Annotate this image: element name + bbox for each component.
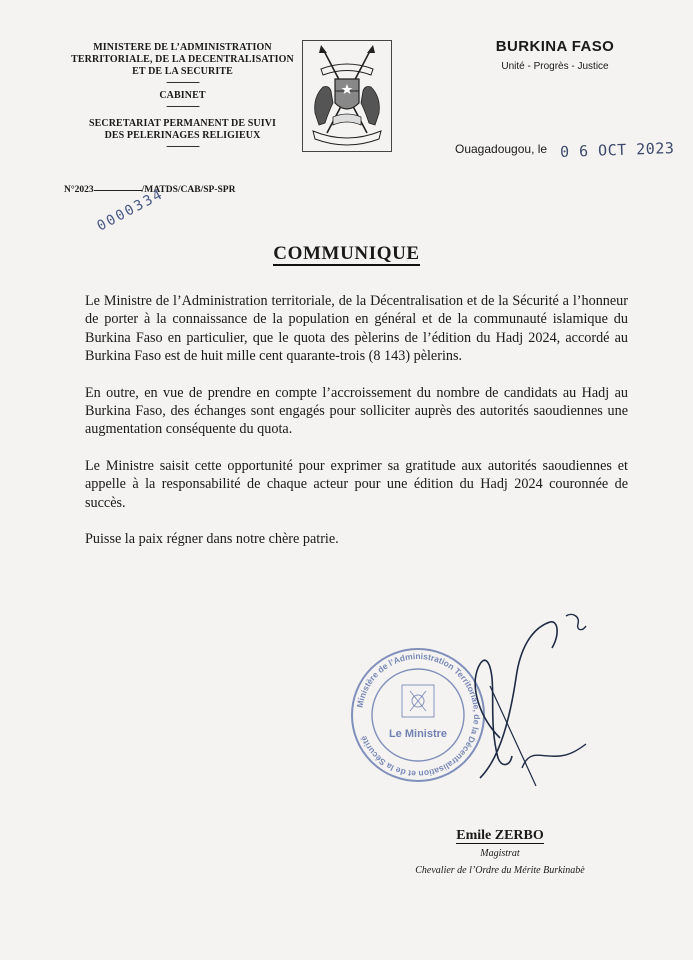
secretariat-line-2: DES PELERINAGES RELIGIEUX	[104, 130, 261, 141]
country-header	[480, 38, 630, 72]
communique-body	[85, 292, 628, 566]
cabinet-label: CABINET	[159, 90, 206, 101]
seal-ring-text: Ministère de l’Administration Territoriale, de la Décentralisation et de la Sécurité	[354, 650, 483, 780]
ministry-header	[60, 42, 305, 152]
separator-2: --------------	[166, 101, 199, 112]
handwritten-signature	[440, 608, 600, 793]
coat-of-arms-icon	[302, 40, 392, 152]
secretariat-line-1: SECRETARIAT PERMANENT DE SUIVI	[88, 118, 277, 129]
title-text: COMMUNIQUE	[273, 243, 420, 264]
document-title	[0, 243, 693, 265]
signatory-name: Emile ZERBO	[456, 828, 544, 843]
paragraph-3: Le Ministre saisit cette opportunité pour exprimer sa gratitude aux autorités saoudiennes et appelle à la responsabilité de chaque acteur pour une édition du Hadj 2024 couronnée de succès.	[85, 457, 628, 511]
paragraph-4: Puisse la paix régner dans notre chère patrie.	[85, 531, 339, 548]
country-name: BURKINA FASO	[495, 38, 615, 55]
signatory-role: Magistrat	[480, 848, 520, 859]
separator-3: --------------	[166, 141, 199, 152]
paragraph-2: En outre, en vue de prendre en compte l’accroissement du nombre de candidats au Hadj au Burkina Faso, des échanges sont engagés pour solliciter auprès des autorités saoudiennes une augmentation conséquente du quota.	[85, 384, 628, 438]
paragraph-1: Le Ministre de l’Administration territoriale, de la Décentralisation et de la Sécurité a l’honneur de porter à la connaissance de la population en général et de la communauté islamique du Burkina Faso en particulier, que le quota des pèlerins de l’édition du Hadj 2024, accordé au Burkina Faso est de huit mille cent quarante-trois (8 143) pèlerins.	[85, 293, 628, 365]
signatory-block	[390, 826, 610, 876]
ministry-line-1: MINISTERE DE L’ADMINISTRATION	[93, 42, 272, 53]
seal-center-text: Le Ministre	[388, 728, 448, 740]
stamped-reference-number: 0000334	[94, 186, 167, 235]
signatory-honor: Chevalier de l’Ordre du Mérite Burkinabè	[415, 865, 585, 876]
national-motto: Unité - Progrès - Justice	[501, 61, 609, 72]
separator-1: --------------	[166, 77, 199, 88]
ministry-line-2: TERRITORIALE, DE LA DECENTRALISATION	[71, 54, 294, 65]
date-stamp: 0 6 OCT 2023	[559, 139, 675, 161]
ministry-line-3: ET DE LA SECURITE	[132, 66, 233, 77]
place-label: Ouagadougou, le	[455, 142, 548, 156]
reference-suffix: /MATDS/CAB/SP-SPR	[141, 185, 236, 195]
reference-prefix: N°2023	[64, 185, 94, 195]
